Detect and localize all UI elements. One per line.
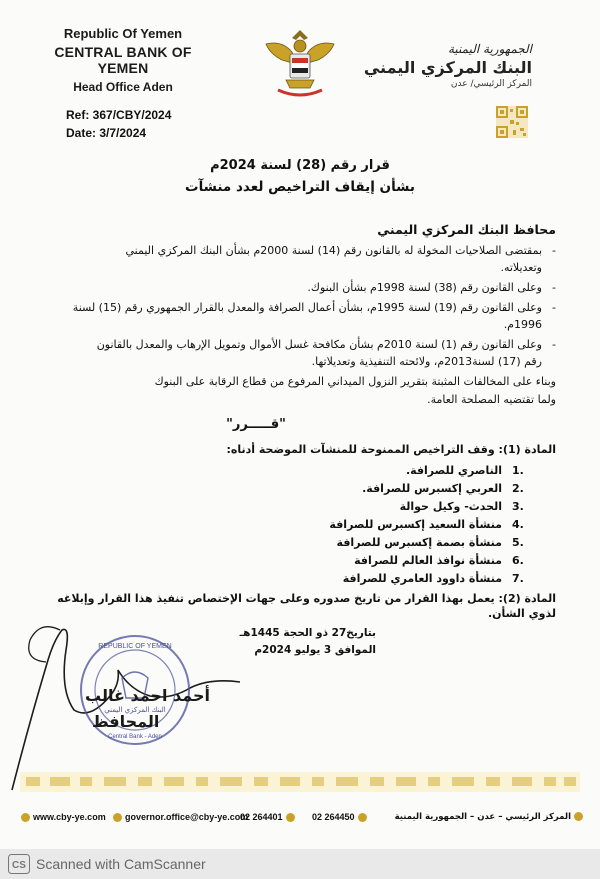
item-number: 4. [512, 518, 524, 531]
item-number: 1. [512, 464, 524, 477]
item-name: منشأة نوافذ العالم للصرافة [354, 554, 502, 567]
legal-basis-item [36, 337, 556, 369]
list-item [36, 535, 556, 550]
article-2-label: المادة (2): [498, 592, 556, 605]
footer-phone-2 [312, 812, 370, 822]
phone-2-text: 02 264450 [312, 812, 355, 822]
footer-address [395, 812, 586, 822]
item-number: 5. [512, 536, 524, 549]
phone-icon [286, 813, 295, 822]
mail-icon [113, 813, 122, 822]
arabic-header [364, 42, 532, 89]
recital-paragraph: وبناء على المخالفات المثبتة بتقرير النزول الميداني المرفوع من قطاع الرقابة على البنوك [154, 375, 556, 388]
article-2-text: يعمل بهذا القرار من تاريخ صدوره وعلى جهات الإختصاص تنفيذ هذا القرار وإبلاغه لذوي الشأن. [57, 592, 556, 620]
legal-basis-continuation: وتعديلاته. [500, 261, 542, 274]
location-pin-icon [574, 812, 583, 821]
date-hijri: بتاريخ27 ذو الحجة 1445هـ [239, 627, 376, 639]
camscanner-bar [0, 849, 600, 879]
phone-1-text: 02 264401 [240, 812, 283, 822]
legal-basis-text: وعلى القانون رقم (38) لسنة 1998م بشأن البنوك. [307, 281, 542, 294]
decision-number: قرار رقم (28) لسنة 2024م [210, 158, 390, 173]
item-number: 2. [512, 482, 524, 495]
legal-basis-continuation: 1996م. [503, 318, 542, 331]
date-gregorian: الموافق 3 يوليو 2024م [254, 644, 376, 656]
list-item [36, 463, 556, 478]
item-number: 7. [512, 572, 524, 585]
contact-footer [0, 810, 600, 836]
list-item [36, 481, 556, 496]
bank-name-ar: البنك المركزي اليمني [363, 58, 532, 77]
item-number: 6. [512, 554, 524, 567]
signatory-title: المحافظ [92, 712, 160, 731]
country-ar: الجمهورية اليمنية [447, 42, 532, 56]
office-en: Head Office Aden [73, 80, 173, 94]
stamp-bottom-text: Central Bank - Aden [108, 734, 162, 740]
legal-basis-text: وعلى القانون رقم (1) لسنة 2010م بشأن مكافحة غسل الأموال وتمويل الإرهاب والمعدل بالقانون [96, 338, 542, 351]
list-item [36, 571, 556, 586]
reference-number: Ref: 367/CBY/2024 [66, 108, 172, 122]
stamp-top-text: REPUBLIC OF YEMEN [98, 643, 172, 650]
legal-basis-text: وعلى القانون رقم (19) لسنة 1995م، بشأن أعمال الصرافة والمعدل بالقرار الجمهوري رقم (15) لسنة [72, 301, 542, 314]
website-text: www.cby-ye.com [33, 812, 106, 822]
legal-basis-item [36, 280, 556, 295]
decision-subject: بشأن إيقاف التراخيص لعدد منشآت [185, 179, 415, 195]
recital-paragraph: ولما تقتضيه المصلحة العامة. [427, 393, 556, 406]
footer-email [110, 812, 248, 822]
yemen-eagle-emblem-icon [262, 24, 338, 106]
signatory-name: أحمد احمد غالب [85, 686, 210, 705]
item-number: 3. [512, 500, 524, 513]
camscanner-logo-icon [8, 854, 30, 874]
footer-phone-1 [240, 812, 298, 822]
reference-date: Date: 3/7/2024 [66, 126, 147, 140]
qr-code-icon [496, 106, 528, 138]
camscanner-label: Scanned with CamScanner [36, 856, 206, 872]
list-item [36, 553, 556, 568]
item-name: منشأة داوود العامري للصرافة [342, 572, 502, 585]
country-en: Republic Of Yemen [63, 26, 183, 41]
item-name: منشأة السعيد إكسبرس للصرافة [329, 518, 502, 531]
article-1-text: وقف التراخيص الممنوحة للمنشآت الموضحة أدناه: [226, 443, 495, 456]
article-1 [36, 442, 556, 457]
decides-heading: "قـــــرر" [226, 417, 286, 432]
reference-block [66, 106, 171, 142]
email-text: governor.office@cby-ye.com [125, 812, 249, 822]
governor-heading: محافظ البنك المركزي اليمني [377, 222, 556, 237]
address-text: المركز الرئيسي – عدن – الجمهورية اليمنية [394, 812, 571, 822]
legal-basis-item [36, 300, 556, 332]
bank-name-en: CENTRAL BANK OF YEMEN [54, 44, 192, 76]
item-name: الحدث- وكيل حوالة [399, 500, 502, 513]
english-header [38, 26, 208, 94]
camscanner-logo-text: CS [12, 860, 26, 871]
item-name: الناصري للصرافة. [405, 464, 502, 477]
legal-basis-text: بمقتضى الصلاحيات المخولة له بالقانون رقم (14) لسنة 2000م بشأن البنك المركزي اليمني [125, 244, 542, 257]
item-name: العربي إكسبرس للصرافة. [362, 482, 502, 495]
establishments-list [36, 463, 556, 586]
decision-body [36, 222, 556, 659]
office-ar: المركز الرئيسي/ عدن [450, 79, 532, 89]
legal-basis-item [36, 243, 556, 275]
globe-icon [21, 813, 30, 822]
stamp-middle-text: البنك المركزي اليمني [104, 706, 166, 714]
item-name: منشأة بصمة إكسبرس للصرافة [336, 536, 502, 549]
decision-title [120, 158, 480, 195]
article-1-label: المادة (1): [498, 443, 556, 456]
legal-basis-continuation: رقم (17) لسنة2013م، ولائحته التنفيذية وتعديلاتها. [311, 355, 542, 368]
decorative-footer-band-icon [20, 772, 580, 792]
list-item [36, 499, 556, 514]
list-item [36, 517, 556, 532]
footer-website [18, 812, 106, 822]
fax-icon [358, 813, 367, 822]
